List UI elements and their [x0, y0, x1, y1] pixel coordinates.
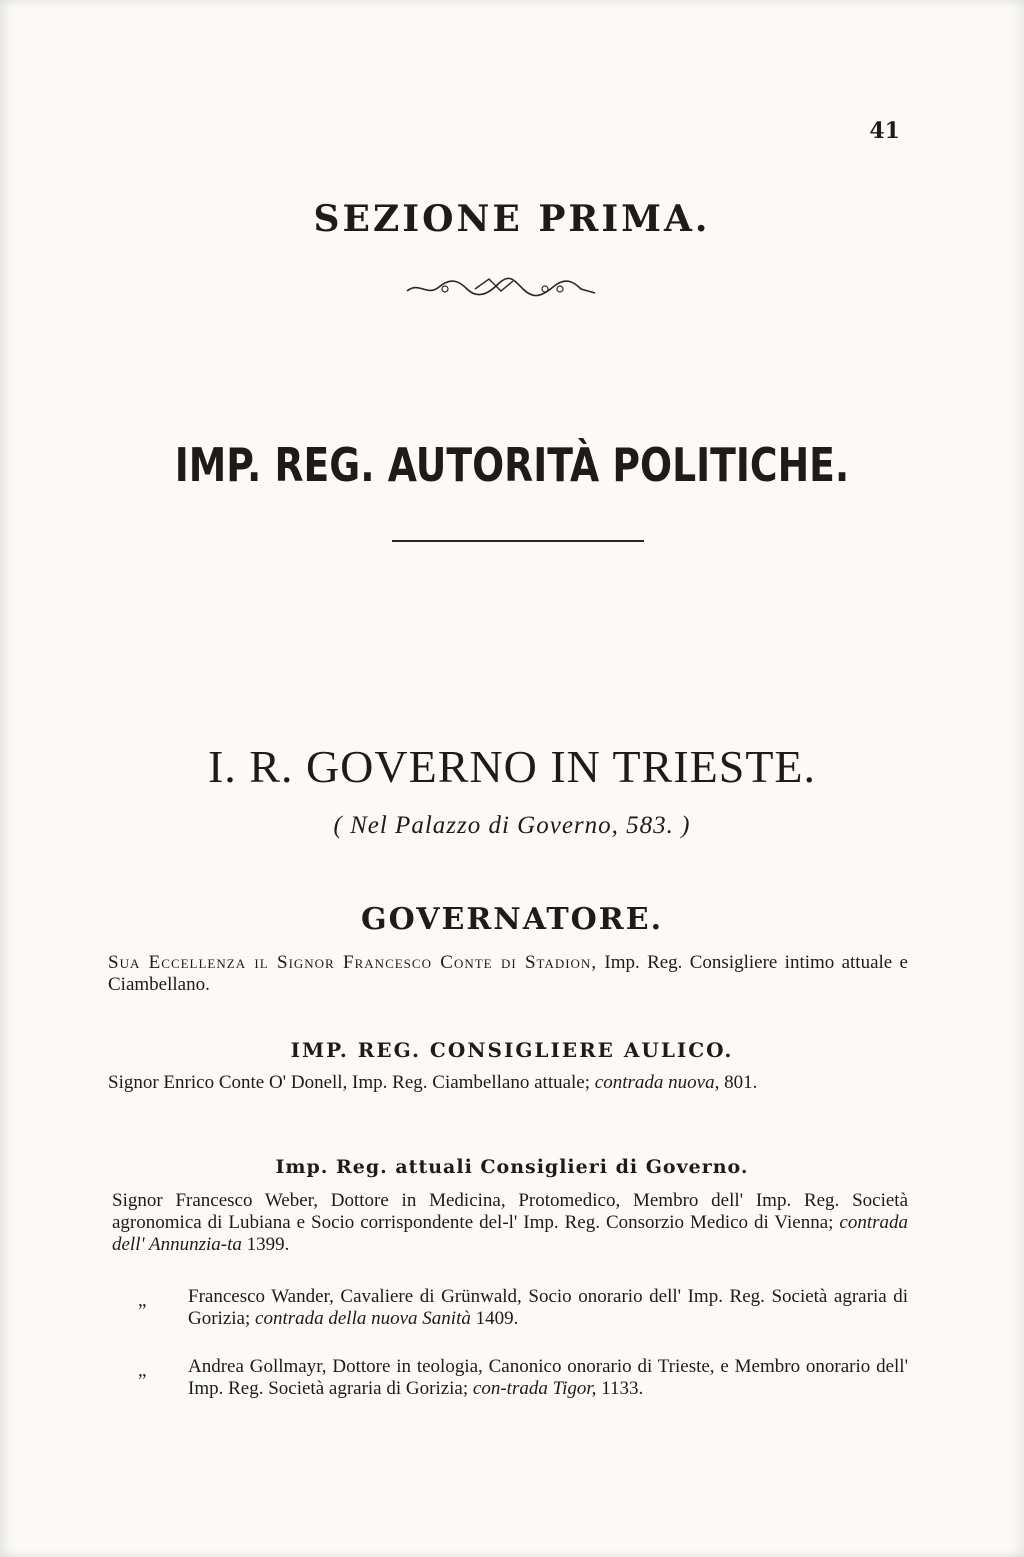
governatore-title: Imp. Reg. Consigliere intimo attuale e Ciambellano. [108, 952, 908, 995]
entry-number: 1409. [470, 1308, 519, 1329]
office-title: I. R. GOVERNO IN TRIESTE. [207, 741, 817, 792]
entry-text: Francesco Weber, Dottore in Medicina, Protomedico, Membro dell' Imp. Reg. Società agronomica di Lubiana e Socio corrispondente del-l' Imp. Reg. Consorzio Medico di Vienna; [112, 1190, 908, 1233]
governatore-entry [108, 952, 908, 996]
consigliere-aulico-entry [108, 1072, 908, 1094]
section-title: SEZIONE PRIMA. [313, 198, 711, 240]
consigliere-aulico-text: Signor Enrico Conte O' Donell, Imp. Reg. Ciambellano attuale; [108, 1072, 595, 1093]
entry-number: 1133. [596, 1378, 644, 1399]
entry-text: Francesco Wander, Cavaliere di Grünwald, Socio onorario dell' Imp. Reg. Società agraria di Gorizia; [188, 1286, 908, 1329]
governatore-name: Sua Eccellenza il Signor Francesco Conte di Stadion, [108, 952, 598, 973]
page-number: 41 [869, 118, 900, 144]
list-item [112, 1190, 908, 1256]
consiglieri-governo-heading: Imp. Reg. attuali Consiglieri di Governo. [275, 1156, 749, 1178]
consigliere-aulico-heading: IMP. REG. CONSIGLIERE AULICO. [290, 1038, 734, 1062]
entry-address: con-trada Tigor, [472, 1378, 597, 1399]
list-item [188, 1356, 908, 1400]
office-location: ( Nel Palazzo di Governo, 583. ) [333, 812, 691, 839]
entry-marker: Signor [112, 1190, 163, 1211]
divider-rule [392, 540, 644, 542]
entry-address: contrada dell' Annunzia-ta [112, 1212, 908, 1255]
ditto-marker: „ [138, 1360, 147, 1381]
ditto-marker: „ [138, 1290, 147, 1311]
consigliere-aulico-number: 801. [719, 1072, 758, 1093]
ornament-icon [405, 275, 597, 301]
entry-text: Andrea Gollmayr, Dottore in teologia, Canonico onorario di Trieste, e Membro onorario dell' Imp. Reg. Società agraria di Gorizia; [188, 1356, 908, 1399]
governatore-heading: GOVERNATORE. [360, 902, 664, 937]
consigliere-aulico-address: contrada nuova, [594, 1072, 720, 1093]
entry-number: 1399. [241, 1234, 290, 1255]
list-item [188, 1286, 908, 1330]
main-heading: IMP. REG. AUTORITÀ POLITICHE. [174, 438, 850, 492]
entry-address: contrada della nuova Sanità [255, 1308, 471, 1329]
